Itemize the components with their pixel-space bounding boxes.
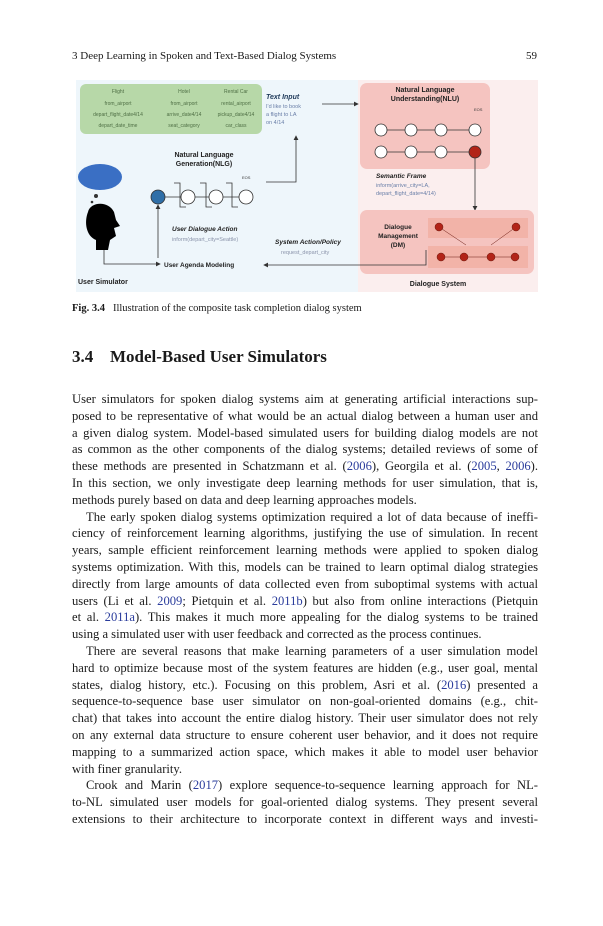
text-segment: ciency of reinforcement learning algorithms, justifying the use of simulation. In recent (72, 526, 538, 541)
nlu-title: Understanding(NLU) (390, 96, 460, 103)
dm-node (460, 253, 468, 261)
dialogue-system-label: Dialogue System (409, 281, 467, 288)
paragraph (72, 643, 538, 777)
domain-rental-car: Rental Car (224, 89, 248, 95)
nlu-decoder-node (435, 146, 447, 158)
text-segment: ) but also from online interactions (Pietquin (302, 593, 538, 608)
slot: arrive_date4/14 (166, 112, 202, 118)
slot: rental_airport (221, 101, 251, 107)
citation-link[interactable]: 2005 (471, 459, 497, 474)
text-segment: User simulators for spoken dialog systems aim at generating artificial interactions sup- (72, 392, 538, 406)
citation-link[interactable]: 2016 (441, 677, 467, 692)
slot: from_airport (104, 101, 132, 107)
nlu-decoder-node (375, 146, 387, 158)
text-line (72, 727, 538, 744)
system-action-label: System Action/Policy (275, 239, 341, 246)
nlg-node (181, 190, 195, 204)
text-segment: users (Li et al. (72, 593, 158, 608)
body-text (72, 391, 538, 828)
text-segment: ). (530, 459, 538, 474)
text-segment: as common as the other components of the dialog systems; detailed reviews of some of (72, 442, 538, 457)
text-line (72, 609, 538, 626)
nlg-node (209, 190, 223, 204)
slot: pickup_date4/14 (217, 112, 255, 118)
text-segment: ; Pietquin et al. (182, 593, 272, 608)
text-line (72, 475, 538, 492)
text-segment: a given dialog system. Model-based simulated users for building dialog models are not (72, 425, 538, 440)
text-line (72, 391, 538, 408)
text-segment: on any external data structure to ensure coherent user behavior, and it does not require (72, 727, 538, 742)
user-action-value: inform(depart_city=Seattle) (172, 237, 239, 243)
text-segment: ) explore sequence-to-sequence learning approach for NL- (218, 778, 538, 793)
text-segment: ), Georgila et al. ( (371, 459, 472, 474)
text-line (72, 677, 538, 694)
text-segment: et al. (72, 610, 105, 625)
eos-label: EOS (474, 107, 483, 112)
text-line (72, 458, 538, 475)
dialog-system-figure (76, 80, 538, 292)
semantic-frame-line: inform(arrive_city=LA, (376, 183, 430, 189)
user-action-label: User Dialogue Action (172, 226, 238, 233)
text-line (72, 643, 538, 660)
text-segment: ). This makes it much more appealing for the dialog systems to be trained (134, 610, 539, 625)
dm-title: Dialogue (384, 224, 412, 231)
nlg-node (239, 190, 253, 204)
text-line (72, 408, 538, 425)
text-segment: systems optimization. With this, models can be trained to learn optimal dialog strategies (72, 559, 538, 574)
text-line (72, 492, 538, 509)
text-input-line: a flight to LA (266, 112, 297, 118)
text-segment: chat) that takes into account the entire dialog history. Their user simulator does not rely (72, 711, 538, 726)
domain-flight: Flight (111, 89, 125, 95)
citation-link[interactable]: 2009 (157, 593, 183, 608)
text-line (72, 441, 538, 458)
figure-caption (72, 303, 362, 314)
text-segment: years, sample efficient reinforcement learning methods were applied to spoken dialog (72, 543, 538, 558)
text-segment: hard to optimize because most of the system features are hidden (e.g., user goal, mental (72, 660, 538, 675)
system-action-value: request_depart_city (281, 250, 330, 256)
text-segment: There are several reasons that make learning parameters of a user simulation model (86, 643, 538, 658)
section-heading (72, 347, 327, 367)
text-line (72, 710, 538, 727)
text-segment: Crook and Marin ( (86, 778, 193, 793)
dm-node (512, 223, 520, 231)
dm-node (511, 253, 519, 261)
text-segment: ) presented a (466, 677, 538, 692)
semantic-frame-label: Semantic Frame (376, 173, 427, 180)
dm-node (487, 253, 495, 261)
citation-link[interactable]: 2006 (346, 459, 372, 474)
text-line (72, 593, 538, 610)
text-input-line: I'd like to book (266, 104, 301, 110)
text-input-line: on 4/14 (266, 120, 285, 126)
text-segment: these methods are presented in Schatzmann et al. ( (72, 459, 347, 474)
nlu-output-node (469, 146, 481, 158)
nlg-input-node (151, 190, 165, 204)
dm-title: (DM) (390, 242, 406, 249)
user-simulator-label: User Simulator (78, 279, 128, 286)
text-segment: using a simulated user with user feedback and corrected as the process continues. (72, 627, 482, 642)
citation-link[interactable]: 2017 (192, 778, 219, 793)
text-segment: , (496, 459, 506, 474)
nlu-encoder-node (405, 124, 417, 136)
chapter-title: 3 Deep Learning in Spoken and Text-Based Dialog Systems (72, 50, 337, 62)
paragraph (72, 391, 538, 509)
dm-node (435, 223, 443, 231)
nlg-title: Generation(NLG) (175, 161, 233, 168)
text-segment: states, dialog history, etc.). Focusing on this problem, Asri et al. ( (72, 677, 442, 692)
text-line (72, 811, 538, 828)
text-line (72, 777, 538, 794)
nlg-title: Natural Language (174, 152, 234, 159)
citation-link[interactable]: 2011b (271, 593, 303, 608)
text-line (72, 542, 538, 559)
caption-text: Illustration of the composite task completion dialog system (112, 303, 362, 314)
text-segment: In this section, we only investigate deep learning methods for user simulation, that is, (72, 475, 538, 490)
text-segment: directly from large amounts of data collected even from suboptimal systems with actual (72, 576, 538, 591)
nlu-decoder-node (405, 146, 417, 158)
text-segment: posed to be representative of what would be an actual dialog between a human user and (72, 408, 538, 423)
semantic-frame-line: depart_flight_date=4/14) (376, 191, 436, 197)
page-number: 59 (526, 50, 537, 62)
text-segment: sequence-to-sequence base user simulator on non-goal-oriented domains (e.g., chit- (72, 694, 538, 709)
text-line (72, 761, 538, 778)
section-number: 3.4 (72, 347, 94, 366)
text-line (72, 660, 538, 677)
text-line (72, 794, 538, 811)
text-segment: mapping to a summarized action space, which makes it able to model user behavior (72, 744, 538, 759)
dm-node (437, 253, 445, 261)
text-input-label: Text Input (266, 94, 300, 101)
thought-cloud-icon (78, 164, 122, 190)
text-segment: extensions to their architecture to incorporate context in different ways and investi- (72, 811, 538, 826)
agenda-label: User Agenda Modeling (164, 262, 235, 269)
nlu-title: Natural Language (395, 87, 455, 94)
nlu-encoder-node (469, 124, 481, 136)
slot: seat_category (168, 123, 200, 129)
text-line (72, 576, 538, 593)
domain-hotel: Hotel (178, 89, 190, 95)
text-line (72, 744, 538, 761)
text-line (72, 425, 538, 442)
text-segment: methods purely based on data and deep learning approaches models. (72, 492, 417, 507)
figure-label: Fig. 3.4 (72, 303, 105, 314)
section-title: Model-Based User Simulators (110, 347, 327, 366)
eos-label: EOS (242, 175, 251, 180)
citation-link[interactable]: 2011a (104, 610, 135, 625)
slot: car_class (225, 123, 247, 129)
text-line (72, 626, 538, 643)
text-segment: to-NL simulated user models for goal-oriented dialog systems. They present several (72, 795, 538, 810)
citation-link[interactable]: 2006 (505, 459, 531, 474)
nlu-encoder-node (435, 124, 447, 136)
text-segment: with finer granularity. (72, 761, 183, 776)
nlu-encoder-node (375, 124, 387, 136)
slot: depart_flight_date4/14 (93, 112, 143, 118)
text-line (72, 525, 538, 542)
dm-title: Management (378, 233, 418, 240)
text-line (72, 693, 538, 710)
slot: from_airport (170, 101, 198, 107)
text-segment: The early spoken dialog systems optimization required a lot of data because of ineffi- (86, 509, 538, 524)
slot: depart_date_time (98, 123, 138, 129)
text-line (72, 559, 538, 576)
running-header (72, 50, 537, 62)
text-line (72, 509, 538, 526)
paragraph (72, 509, 538, 643)
paragraph (72, 777, 538, 827)
